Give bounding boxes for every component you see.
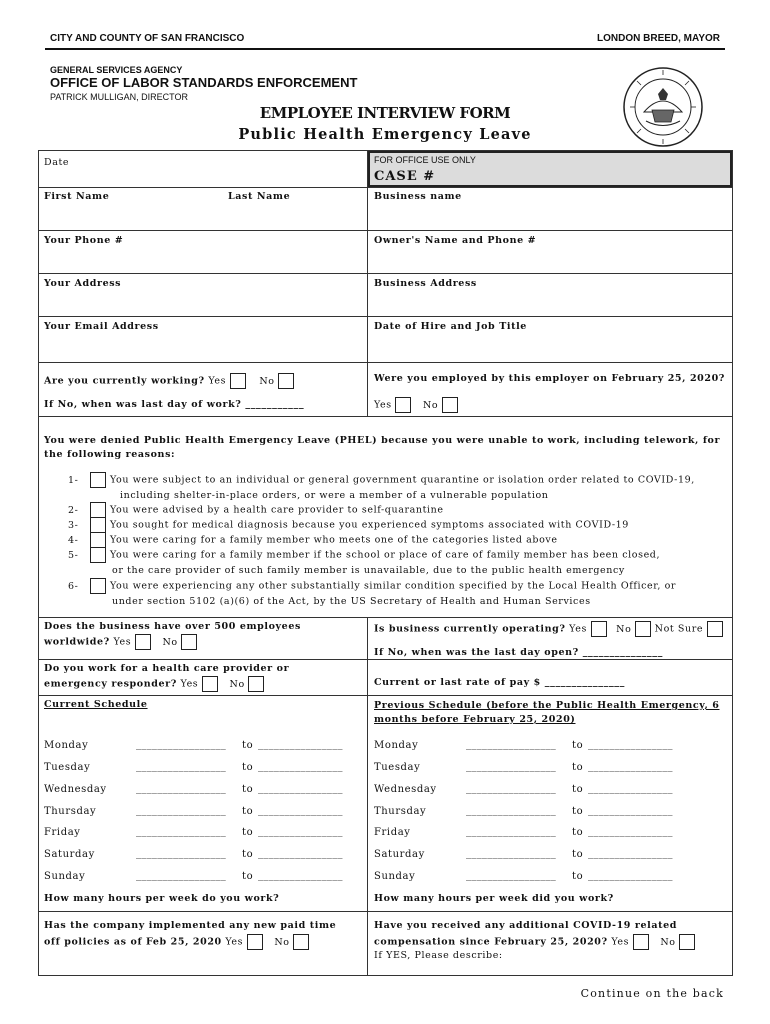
current-schedule-start-field[interactable]: _________________	[136, 848, 227, 859]
operating-no-checkbox[interactable]	[635, 621, 651, 637]
previous-schedule-day-label: Tuesday	[374, 762, 421, 773]
email-label: Your Email Address	[44, 321, 159, 332]
healthcare-yes-checkbox[interactable]	[202, 676, 218, 692]
business-name-label: Business name	[374, 191, 462, 202]
paid-time-question-line1: Has the company implemented any new paid time	[44, 920, 337, 931]
current-schedule-end-field[interactable]: ________________	[258, 870, 343, 881]
current-schedule-day-label: Wednesday	[44, 784, 107, 795]
current-schedule-end-field[interactable]: ________________	[258, 848, 343, 859]
previous-schedule-day-label: Thursday	[374, 806, 427, 817]
compensation-question-line2: compensation since February 25, 2020? Yes No	[374, 934, 695, 950]
over500-question-line2: worldwide? Yes No	[44, 634, 197, 650]
describe-label: If YES, Please describe:	[374, 950, 503, 961]
previous-schedule-day-label: Monday	[374, 740, 419, 751]
current-schedule-to-label: to	[242, 784, 254, 795]
hours-now-question: How many hours per week do you work?	[44, 893, 280, 904]
compensation-yes-checkbox[interactable]	[633, 934, 649, 950]
current-schedule-day-label: Tuesday	[44, 762, 91, 773]
previous-schedule-day-label: Saturday	[374, 849, 425, 860]
city-name: CITY AND COUNTY OF SAN FRANCISCO	[50, 33, 245, 44]
previous-schedule-start-field[interactable]: _________________	[466, 848, 557, 859]
continue-note: Continue on the back	[580, 987, 724, 1000]
current-schedule-to-label: to	[242, 806, 254, 817]
healthcare-question-line1: Do you work for a health care provider or	[44, 663, 290, 674]
employed-no-checkbox[interactable]	[442, 397, 458, 413]
previous-schedule-to-label: to	[572, 740, 584, 751]
current-schedule-start-field[interactable]: _________________	[136, 826, 227, 837]
business-address-label: Business Address	[374, 278, 477, 289]
mayor-name: LONDON BREED, MAYOR	[597, 33, 720, 44]
current-schedule-end-field[interactable]: ________________	[258, 739, 343, 750]
phel-reason-6-checkbox[interactable]	[90, 578, 106, 594]
previous-schedule-start-field[interactable]: _________________	[466, 783, 557, 794]
hours-before-question: How many hours per week did you work?	[374, 893, 614, 904]
employed-answer: Yes No	[374, 397, 458, 413]
date-label: Date	[44, 157, 70, 168]
previous-schedule-start-field[interactable]: _________________	[466, 870, 557, 881]
pay-rate-field[interactable]: Current or last rate of pay $ _______________	[374, 677, 626, 688]
phel-reason-5: 5- You were caring for a family member if the school or place of care of family member has been closed, or the care provider of such family member is unavailable, due to the public health emergency	[68, 547, 718, 578]
previous-schedule-to-label: to	[572, 849, 584, 860]
director-name: PATRICK MULLIGAN, DIRECTOR	[50, 92, 189, 102]
phel-reason-1: 1- You were subject to an individual or general government quarantine or isolation order related to COVID-19, including shelter-in-place orders, or were a member of a vulnerable population	[68, 472, 718, 503]
current-schedule-end-field[interactable]: ________________	[258, 783, 343, 794]
last-name-label: Last Name	[228, 191, 291, 202]
previous-schedule-end-field[interactable]: ________________	[588, 783, 673, 794]
first-name-label: First Name	[44, 191, 110, 202]
last-day-field[interactable]: If No, when was last day of work? ___________	[44, 399, 305, 410]
case-number-label: CASE #	[374, 169, 436, 184]
form-title: EMPLOYEE INTERVIEW FORM	[259, 104, 511, 122]
current-schedule-day-label: Sunday	[44, 871, 86, 882]
previous-schedule-to-label: to	[572, 762, 584, 773]
previous-schedule-start-field[interactable]: _________________	[466, 826, 557, 837]
address-label: Your Address	[44, 278, 122, 289]
previous-schedule-end-field[interactable]: ________________	[588, 761, 673, 772]
phel-reason-1-checkbox[interactable]	[90, 472, 106, 488]
phel-intro: You were denied Public Health Emergency Leave (PHEL) because you were unable to work, including telework, for the following reasons:	[44, 435, 721, 460]
operating-question: Is business currently operating? Yes No Not Sure	[374, 621, 723, 637]
office-name: OFFICE OF LABOR STANDARDS ENFORCEMENT	[50, 75, 358, 90]
employed-question: Were you employed by this employer on February 25, 2020?	[374, 373, 725, 384]
paid-time-question-line2: off policies as of Feb 25, 2020 Yes No	[44, 934, 309, 950]
phel-reason-6: 6- You were experiencing any other substantially similar condition specified by the Local Health Officer, or under section 5102 (a)(6) of the Act, by the US Secretary of Health and Human Services	[68, 578, 718, 609]
phel-reason-4: 4- You were caring for a family member who meets one of the categories listed above	[68, 532, 718, 548]
current-schedule-start-field[interactable]: _________________	[136, 870, 227, 881]
current-schedule-end-field[interactable]: ________________	[258, 826, 343, 837]
paid-time-no-checkbox[interactable]	[293, 934, 309, 950]
owner-label: Owner's Name and Phone #	[374, 235, 537, 246]
healthcare-question-line2: emergency responder? Yes No	[44, 676, 264, 692]
previous-schedule-start-field[interactable]: _________________	[466, 761, 557, 772]
current-schedule-day-label: Thursday	[44, 806, 97, 817]
previous-schedule-heading: Previous Schedule (before the Public Health Emergency, 6 months before February 25, 2020)	[374, 700, 720, 725]
phel-reason-4-checkbox[interactable]	[90, 532, 106, 548]
current-schedule-to-label: to	[242, 827, 254, 838]
phone-label: Your Phone #	[44, 235, 124, 246]
current-schedule-start-field[interactable]: _________________	[136, 805, 227, 816]
previous-schedule-day-label: Sunday	[374, 871, 416, 882]
over500-question-line1: Does the business have over 500 employees	[44, 621, 301, 632]
current-schedule-day-label: Monday	[44, 740, 89, 751]
previous-schedule-to-label: to	[572, 806, 584, 817]
paid-time-yes-checkbox[interactable]	[247, 934, 263, 950]
over500-no-checkbox[interactable]	[181, 634, 197, 650]
phel-reason-2: 2- You were advised by a health care provider to self-quarantine	[68, 502, 718, 518]
office-use-label: FOR OFFICE USE ONLY	[374, 155, 476, 165]
current-schedule-end-field[interactable]: ________________	[258, 761, 343, 772]
previous-schedule-to-label: to	[572, 871, 584, 882]
phel-reason-3: 3- You sought for medical diagnosis because you experienced symptoms associated with COVID-19	[68, 517, 718, 533]
last-open-field[interactable]: If No, when was the last day open? _______________	[374, 647, 663, 658]
current-schedule-heading: Current Schedule	[44, 699, 148, 710]
working-question: Are you currently working? Yes No	[44, 373, 294, 389]
previous-schedule-end-field[interactable]: ________________	[588, 848, 673, 859]
current-schedule-start-field[interactable]: _________________	[136, 761, 227, 772]
previous-schedule-to-label: to	[572, 827, 584, 838]
working-yes-checkbox[interactable]	[230, 373, 246, 389]
compensation-question-line1: Have you received any additional COVID-19 related	[374, 920, 677, 931]
current-schedule-to-label: to	[242, 871, 254, 882]
over500-yes-checkbox[interactable]	[135, 634, 151, 650]
current-schedule-to-label: to	[242, 740, 254, 751]
hire-label: Date of Hire and Job Title	[374, 321, 527, 332]
compensation-no-checkbox[interactable]	[679, 934, 695, 950]
previous-schedule-end-field[interactable]: ________________	[588, 739, 673, 750]
previous-schedule-end-field[interactable]: ________________	[588, 870, 673, 881]
operating-not-sure-checkbox[interactable]	[707, 621, 723, 637]
operating-yes-checkbox[interactable]	[591, 621, 607, 637]
current-schedule-day-label: Saturday	[44, 849, 95, 860]
phel-reason-2-checkbox[interactable]	[90, 502, 106, 518]
header-rule	[45, 48, 725, 50]
previous-schedule-day-label: Friday	[374, 827, 411, 838]
current-schedule-start-field[interactable]: _________________	[136, 739, 227, 750]
employed-yes-checkbox[interactable]	[395, 397, 411, 413]
agency-name: GENERAL SERVICES AGENCY	[50, 65, 183, 75]
previous-schedule-to-label: to	[572, 784, 584, 795]
previous-schedule-start-field[interactable]: _________________	[466, 805, 557, 816]
previous-schedule-end-field[interactable]: ________________	[588, 805, 673, 816]
phel-reason-5-checkbox[interactable]	[90, 547, 106, 563]
current-schedule-start-field[interactable]: _________________	[136, 783, 227, 794]
healthcare-no-checkbox[interactable]	[248, 676, 264, 692]
phel-reason-3-checkbox[interactable]	[90, 517, 106, 533]
current-schedule-day-label: Friday	[44, 827, 81, 838]
previous-schedule-day-label: Wednesday	[374, 784, 437, 795]
previous-schedule-end-field[interactable]: ________________	[588, 826, 673, 837]
working-no-checkbox[interactable]	[278, 373, 294, 389]
form-subtitle: Public Health Emergency Leave	[238, 126, 532, 143]
current-schedule-to-label: to	[242, 762, 254, 773]
current-schedule-end-field[interactable]: ________________	[258, 805, 343, 816]
previous-schedule-start-field[interactable]: _________________	[466, 739, 557, 750]
current-schedule-to-label: to	[242, 849, 254, 860]
